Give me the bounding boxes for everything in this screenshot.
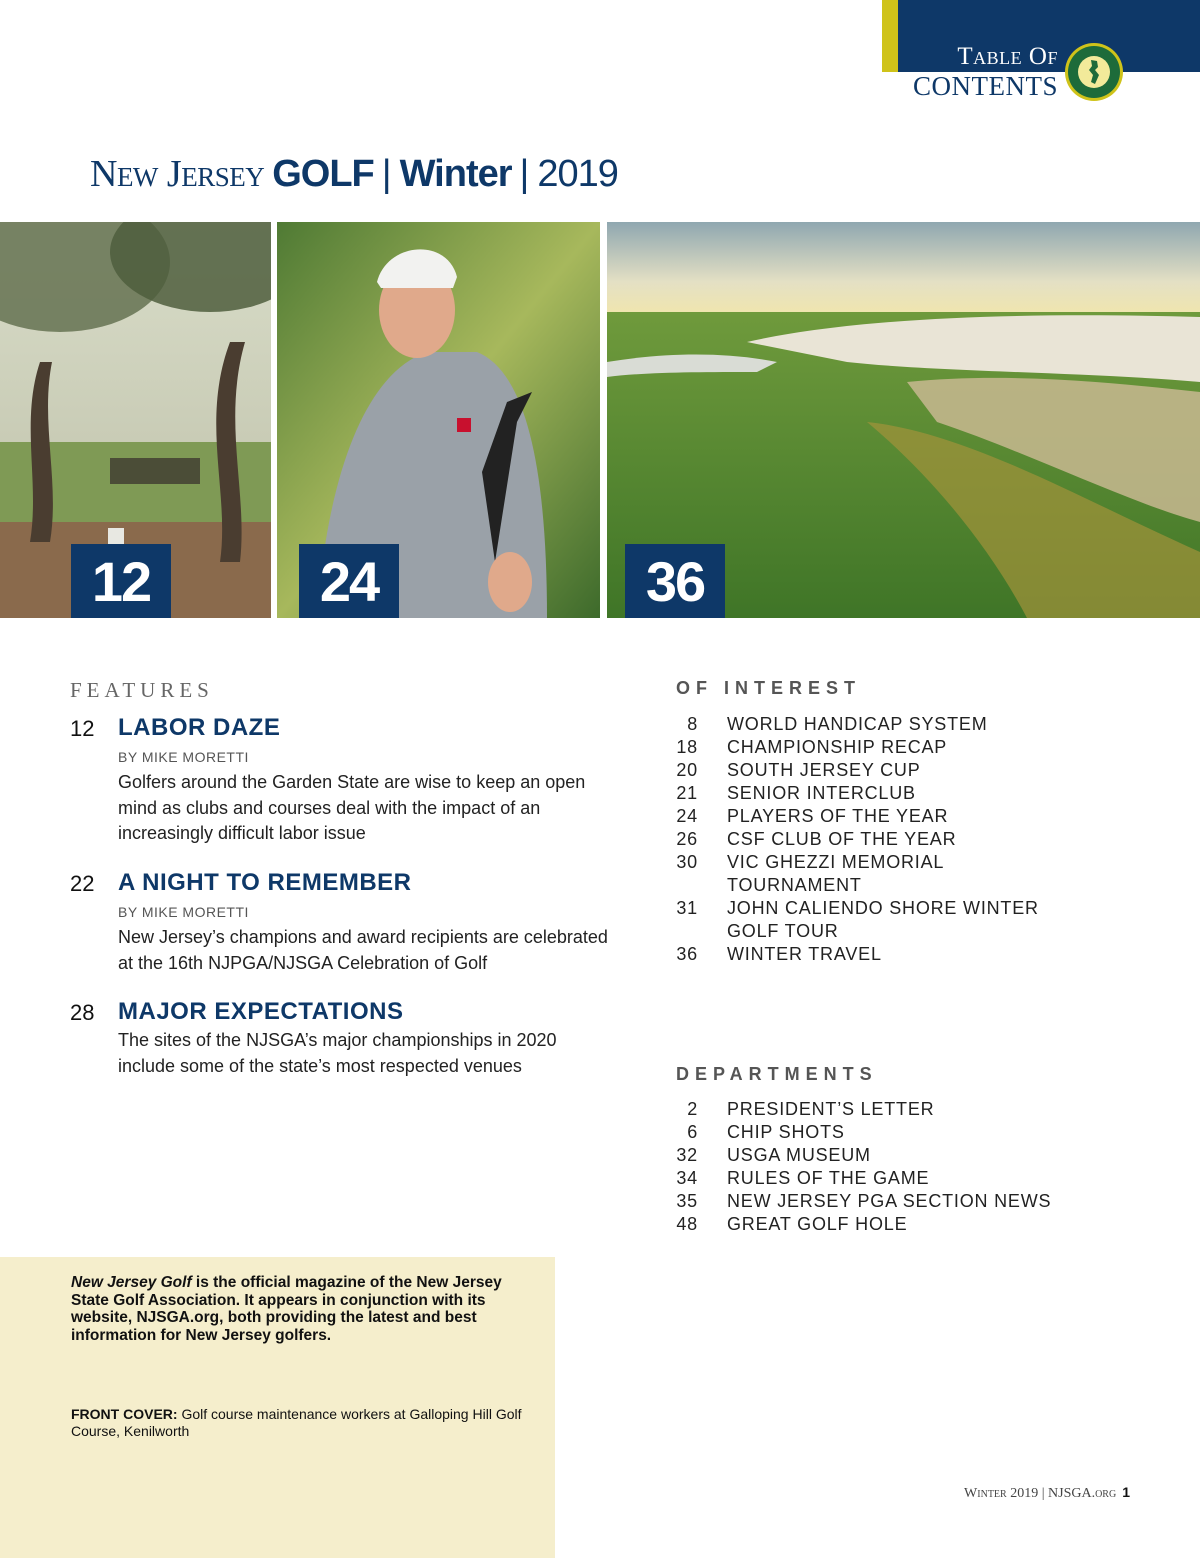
front-cover-caption xyxy=(71,1406,531,1440)
feature-title[interactable]: MAJOR EXPECTATIONS xyxy=(118,998,404,1025)
list-item[interactable] xyxy=(676,805,1096,828)
front-cover-text: Golf course maintenance workers at Galloping Hill Golf Course, Kenilworth xyxy=(71,1406,522,1439)
feature-description: The sites of the NJSGA’s major championships in 2020 include some of the state’s most respected venues xyxy=(118,1030,557,1076)
list-page-number: 8 xyxy=(687,714,698,734)
list-label: WORLD HANDICAP SYSTEM xyxy=(727,714,988,734)
departments-heading: DEPARTMENTS xyxy=(676,1064,878,1084)
page-badge: 12 xyxy=(71,544,171,618)
list-item[interactable] xyxy=(676,736,1096,759)
list-page-number: 20 xyxy=(676,760,698,780)
photo-course-maintenance[interactable] xyxy=(0,222,271,618)
feature-item[interactable] xyxy=(70,1000,610,1080)
list-item[interactable] xyxy=(676,851,976,897)
list-page-number: 31 xyxy=(676,898,698,918)
list-label: PLAYERS OF THE YEAR xyxy=(727,806,949,826)
list-page-number: 6 xyxy=(687,1122,698,1142)
magazine-description xyxy=(71,1274,531,1344)
features-heading: FEATURES xyxy=(70,678,214,702)
list-label: RULES OF THE GAME xyxy=(727,1168,930,1188)
masthead-name: New Jersey xyxy=(90,153,265,195)
feature-byline: BY MIKE MORETTI xyxy=(118,749,249,765)
list-page-number: 18 xyxy=(676,737,698,757)
page-badge: 24 xyxy=(299,544,399,618)
photo-golfer[interactable] xyxy=(277,222,600,618)
list-item[interactable] xyxy=(676,828,1096,851)
magazine-name: New Jersey Golf xyxy=(71,1274,192,1291)
list-label: SENIOR INTERCLUB xyxy=(727,783,916,803)
photo-winter-travel-course[interactable] xyxy=(607,222,1200,618)
list-label: VIC GHEZZI MEMORIAL TOURNAMENT xyxy=(727,852,944,895)
footer-site[interactable]: NJSGA.org xyxy=(1048,1486,1117,1501)
list-page-number: 30 xyxy=(676,852,698,872)
page-badge: 36 xyxy=(625,544,725,618)
list-item[interactable] xyxy=(676,1190,1096,1213)
list-item[interactable] xyxy=(676,759,1096,782)
list-page-number: 26 xyxy=(676,829,698,849)
masthead-season: Winter xyxy=(399,153,512,195)
list-label: SOUTH JERSEY CUP xyxy=(727,760,921,780)
list-item[interactable] xyxy=(676,1098,1096,1121)
list-page-number: 32 xyxy=(676,1145,698,1165)
feature-page-number: 28 xyxy=(70,1000,95,1025)
feature-description: Golfers around the Garden State are wise to keep an open mind as clubs and courses deal with the impact of an increasingly difficult labor issue xyxy=(118,772,586,843)
of-interest-heading: OF INTEREST xyxy=(676,678,862,698)
feature-item[interactable] xyxy=(70,716,610,856)
feature-byline: BY MIKE MORETTI xyxy=(118,904,249,920)
list-page-number: 34 xyxy=(676,1168,698,1188)
list-label: WINTER TRAVEL xyxy=(727,944,882,964)
departments-list xyxy=(676,1098,1096,1236)
list-item[interactable] xyxy=(676,713,1096,736)
feature-page-number: 12 xyxy=(70,716,95,741)
masthead-year: 2019 xyxy=(537,153,618,195)
toc-title xyxy=(913,44,1058,100)
list-page-number: 35 xyxy=(676,1191,698,1211)
masthead-golf: GOLF xyxy=(272,153,374,195)
list-label: JOHN CALIENDO SHORE WINTER GOLF TOUR xyxy=(727,898,1039,941)
footer-issue: Winter 2019 xyxy=(964,1486,1039,1501)
feature-title[interactable]: A NIGHT TO REMEMBER xyxy=(118,869,412,896)
footer-page-number: 1 xyxy=(1122,1484,1130,1500)
list-page-number: 48 xyxy=(676,1214,698,1234)
list-label: USGA MUSEUM xyxy=(727,1145,871,1165)
toc-title-line1: Table Of xyxy=(957,43,1058,70)
feature-item[interactable] xyxy=(70,871,610,981)
njsga-logo xyxy=(1064,42,1124,102)
list-item[interactable] xyxy=(676,1121,1096,1144)
footer-separator: | xyxy=(1038,1486,1049,1501)
feature-title[interactable]: LABOR DAZE xyxy=(118,714,281,741)
magazine-description-text: is the official magazine of the New Jersey State Golf Association. It appears in conjunction with its website, NJSGA.org, both providing the latest and best information for New Jersey golfers. xyxy=(71,1274,502,1344)
masthead-separator: | xyxy=(381,153,392,195)
list-item[interactable] xyxy=(676,1167,1096,1190)
list-label: CHAMPIONSHIP RECAP xyxy=(727,737,948,757)
masthead xyxy=(90,152,618,204)
list-label: GREAT GOLF HOLE xyxy=(727,1214,908,1234)
list-page-number: 36 xyxy=(676,944,698,964)
of-interest-list xyxy=(676,713,1096,966)
list-label: NEW JERSEY PGA SECTION NEWS xyxy=(727,1191,1052,1211)
toc-header-accent xyxy=(882,0,898,72)
front-cover-label: FRONT COVER: xyxy=(71,1406,178,1422)
list-label: CSF CLUB OF THE YEAR xyxy=(727,829,957,849)
feature-description: New Jersey’s champions and award recipients are celebrated at the 16th NJPGA/NJSGA Celebration of Golf xyxy=(118,927,608,973)
page-footer xyxy=(964,1484,1130,1502)
list-label: CHIP SHOTS xyxy=(727,1122,845,1142)
list-item[interactable] xyxy=(676,943,1096,966)
list-page-number: 24 xyxy=(676,806,698,826)
list-item[interactable] xyxy=(676,897,1056,943)
masthead-separator: | xyxy=(519,153,530,195)
feature-page-number: 22 xyxy=(70,871,95,896)
list-page-number: 21 xyxy=(676,783,698,803)
list-label: PRESIDENT’S LETTER xyxy=(727,1099,935,1119)
list-page-number: 2 xyxy=(687,1099,698,1119)
list-item[interactable] xyxy=(676,1144,1096,1167)
list-item[interactable] xyxy=(676,782,1096,805)
toc-title-line2: CONTENTS xyxy=(913,71,1058,101)
list-item[interactable] xyxy=(676,1213,1096,1236)
